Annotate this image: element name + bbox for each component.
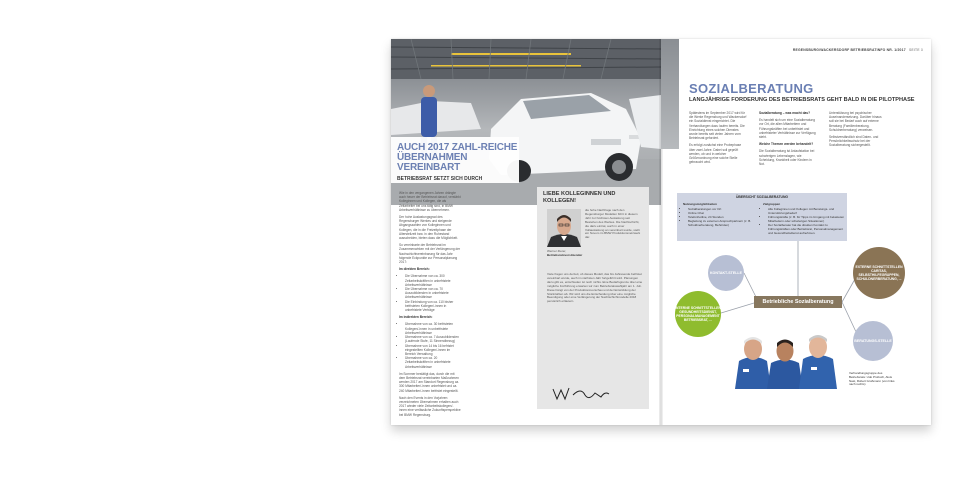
team-caption: Verhandlungsgruppe des Betriebsrats: Udo Probsch, Alois Nast, Robert Großmann (von links nach rechts) bbox=[849, 371, 895, 387]
overview-box bbox=[677, 193, 847, 241]
team-photo bbox=[731, 327, 841, 389]
portrait-caption: Werner Zierer, Betriebsratsvorsitzender bbox=[547, 249, 583, 257]
direct-list: • Die Übernahme von ca. 300 Zeitarbeitskräften in unbefristete Arbeitsverhältnisse • Die Übernahme von ca. 70 Auszubildenden in unbefristete Arbeitsverhältnisse • Die Einbindung von ca. 110 bisher befristeten Kollegen/-innen in unbefristete Verträge bbox=[399, 274, 461, 312]
sozialberatung-diagram bbox=[667, 189, 902, 419]
running-header: REGENSBURG/WACKERSDORF BETRIEBSRATINFO NR. 1/2017 SEITE 3 bbox=[792, 48, 923, 52]
page-subtitle: LANGJÄHRIGE FORDERUNG DES BETRIEBSRATS GEHT BALD IN DIE PILOTPHASE bbox=[689, 97, 915, 103]
sidebar-title: LIEBE KOLLEGINNEN UND KOLLEGEN! bbox=[543, 191, 616, 204]
beratung-circle: BERATUNGS-STELLE bbox=[853, 321, 893, 361]
intern-circle: INTERNE SCHNITTSTELLEN GESUNDHEITSDIENST, PERSONALMANAGEMENT BETRIEBSRAT, ... bbox=[675, 291, 721, 337]
kontakt-circle: KONTAKT-STELLE bbox=[708, 255, 744, 291]
extern-circle: EXTERNE SCHNITTSTELLEN CARITAS, SELBSTHILFEGRUPPEN, SCHULDNERBERATUNG, ... bbox=[853, 247, 905, 299]
photo-bleed bbox=[661, 39, 679, 149]
indirect-list: • Übernahme von ca. 30 befristeten Kollegen/-innen in unbefristete Arbeitsverhältnisse • Übernahme von ca. 7 Auszubildenden (Laufende Stufe, 11 Sinnendbezug) • Übernahme von 14 bis 16 befristet eingestellten Kollegen/-innen im Bereich Verwaltung • Übernahme von ca. 20 Zeitarbeitskräften in unbefristete Arbeitsverhältnisse bbox=[399, 322, 461, 368]
right-column-2: Sozialberatung – was macht das? Es handelt sich um eine Sozialberatung vor Ort, die allen Mitarbeitern und Führungskräften bei unbefristet und unbefristeter Verhältnisse zur Verfügung steht. Welche Themen werden behandelt? Die Sozialberatung ist Anlaufstation bei schwierigen Lebenslagen, wie Scheidung, Krankheit oder Kindern in Not. bbox=[759, 111, 816, 167]
central-banner: Betriebliche Sozialberatung bbox=[754, 296, 842, 308]
sidebar-intro: die hohe Nachfrage nach den Regensburger Modellen führt in diesem Jahr zur höchsten Auslastung seit Bestehen des Werkes. Die Nachtschicht, die dazu eintrat, auch in einer Vollauslastung an vereinbart wurde, stellt ein Novum im BMW Produktionsnetzwerk dar. bbox=[585, 208, 641, 240]
page-subheadline: BETRIEBSRAT SETZT SICH DURCH bbox=[397, 176, 483, 182]
page-title: SOZIALBERATUNG bbox=[689, 81, 814, 96]
left-page bbox=[391, 39, 661, 425]
portrait-photo bbox=[547, 209, 581, 247]
right-column-3: Unterstützung bei psychischer Auseinandersetzung. Darüber hinaus soll sie bei Bedarf auch auf externe Beratung (Familienberatung, Schuldnerberatung) verweisen. Selbstverständlich sind Daten- und Persönlichkeitsschutz bei der Sozialberatung sichergestellt. bbox=[829, 111, 882, 148]
magazine-spread bbox=[391, 39, 931, 425]
usage-options: Nutzungsmöglichkeiten • Sozialberatungen vor Ort • Online Chat • Telefonhotline, 24 Stunden • Begleitung zu externen Ansprechpartnern (z. B. Schuldnerberatung, Behörden) bbox=[683, 202, 759, 227]
editorial-sidebar bbox=[537, 187, 649, 409]
article-column-1: Wie in den vergangenen Jahren drängte auch heuer der Betriebsrat darauf, verstärkt Kolleginnen und Kollegen, die als Zeitarbeiter bei uns tätig sind, in BMW Arbeitsverhältnisse zu übernehmen. Der hohe Auslastungsgrad des Regensburger Werkes und steigende Abgangszahlen von Kolleginnen und Kollegen, die in die Freizeitphase der Altersteilzeit bzw. in den Ruhestand ausscheiden, bieten dazu die Möglichkeit. So vereinbarte der Betriebsrat im Zusammenwirken mit der Verlängerung der Nachschichtvereinbarung für das Jahr folgende Eckpunkte zur Personalplanung 2017: Im direkten Bereich: • Die Übernahme von ca. 300 Zeitarbeitskräften in unbefristete Arbeitsverhältnisse • Die Übernahme von ca. 70 Auszubildenden in unbefristete Arbeitsverhältnisse • Die Einbindung von ca. 110 bisher befristeten Kollegen/-innen in unbefristete Verträge Im indirekten Bereich: • Übernahme von ca. 30 befristeten Kollegen/-innen in unbefristete Arbeitsverhältnisse • Übernahme von ca. 7 Auszubildenden (Laufende Stufe, 11 Sinnendbezug) • Übernahme von 14 bis 16 befristet eingestellten Kollegen/-innen im Bereich Verwaltung • Übernahme von ca. 20 Zeitarbeitskräften in unbefristete Arbeitsverhältnisse Im Sommer bestätigt das, durch die mit dem Betriebsrat vereinbarten Maßnahmen werden 2017 am Standort Regensburg ca. 300 Mitarbeiter/-innen unbefristet und ca. 240 Mitarbeiter/-innen befristet eingestellt. Nach den Events in den Vorjahren verzeichneten Übernahmen erhalten auch 2017 wieder viele Zeitarbeitskollegen/-innen eine verlässliche Zukunftsperspektive bei BMW Regensburg. bbox=[399, 191, 461, 420]
signature bbox=[551, 385, 611, 401]
headline-box bbox=[391, 137, 519, 183]
sidebar-body: Viele fragen uns derzeit, ob dieses Modell, das bis Jahresende befristet vereinbart wurde, auch im nächsten Jahr fortgeführt wird. Planungen dazu gibt es, entschieden ist noch nichts. Eine Bedarfsgrenze über eine mögliche Fortführung erwarten wir zum Betriebsratswahljahr am 1. Juli. Diese hängt von der Produktionsvorschau und der Entwicklung der Stückzahlen ab. Wir wird uns die Entscheidung über eine mögliche Beendigung oder eine Verlängerung der Nachtschichtmodelle 2018 persönlich erläutern. bbox=[547, 272, 643, 304]
page-headline: AUCH 2017 ZAHL-REICHE ÜBERNAHMEN VEREINBART bbox=[397, 142, 518, 173]
target-groups: Zielgruppen • Alle Kolleginnen und Kollegen mit Beratungs- und Unterstützungsbedarf • Führungskräfte (z. B. für Tipps im Umgang mit belasteten Mitarbeitern oder schwierigen Situationen) • Der Sozialberater hat die direkten Kontakt zu Führungskräften oder Betriebsrat, Personalmanagement und Gesundheitsdienst aufnehmen. bbox=[763, 202, 845, 235]
right-column-1: Spätestens im September 2017 wird für die Werke Regensburg und Wackersdorf ein Sozialdienst eingerichtet. Die Verhandlungen dazu laufen bereits. Die Einrichtung eines solchen Dienstes wurde bereits seit vielen Jahren vom Betriebsrat gefordert. Es erfolgt zunächst eine Probephase über zwei Jahre. Dabei soll geprüft werden, ob und in welcher Größenordnung eine solche Stelle gebraucht wird. bbox=[689, 111, 747, 165]
overview-title: ÜBERSICHT SOZIALBERATUNG bbox=[735, 195, 789, 199]
right-page bbox=[661, 39, 931, 425]
